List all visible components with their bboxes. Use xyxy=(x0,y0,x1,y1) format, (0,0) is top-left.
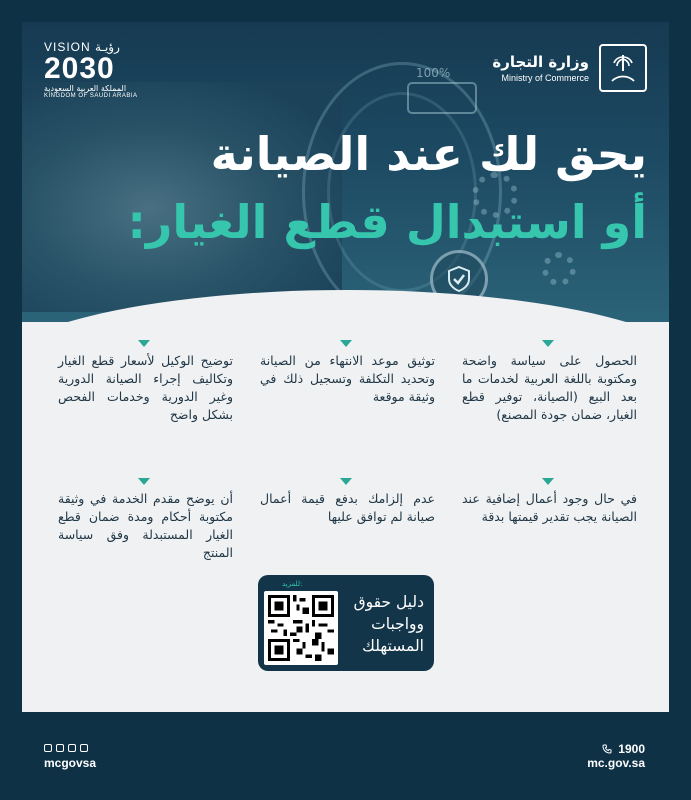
youtube-icon[interactable] xyxy=(80,744,88,752)
ministry-name-en: Ministry of Commerce xyxy=(501,73,589,83)
qr-guide-box[interactable] xyxy=(258,575,434,671)
palm-swords-emblem-icon xyxy=(599,44,647,92)
social-handle[interactable]: mcgovsa xyxy=(44,756,97,770)
facebook-icon[interactable] xyxy=(68,744,76,752)
phone-icon xyxy=(602,744,612,754)
right-item-6: أن يوضح مقدم الخدمة في وثيقة مكتوبة أحكام ومدة ضمان قطع الغيار المستبدلة وفق سياسة المنتج xyxy=(58,491,233,560)
headline-line-2: أو استبدال قطع الغيار: xyxy=(127,195,647,249)
consumer-guide-label: دليل حقوق وواجبات المستهلك xyxy=(353,593,424,655)
right-item-2: توثيق موعد الانتهاء من الصيانة وتحديد التكلفة وتسجيل ذلك في وثيقة موقعة xyxy=(260,353,435,404)
headline xyxy=(128,120,648,256)
right-item-3: توضيح الوكيل لأسعار قطع الغيار وتكاليف إجراء الصيانة الدورية وغير الدورية وخدمات الفحص بشكل واضح xyxy=(58,353,233,422)
battery-icon xyxy=(407,82,477,114)
ministry-logo xyxy=(492,44,647,92)
ministry-name-ar: وزارة التجارة xyxy=(492,53,589,71)
teal-arrow-icon xyxy=(542,340,554,347)
gear-icon xyxy=(542,252,576,286)
battery-percent: 100% xyxy=(416,66,451,80)
vision-2030-logo: VISION ﺭﺅﻳـﺔ 2030 المملكة العربية السعودية KINGDOM OF SAUDI ARABIA xyxy=(44,40,138,99)
website-link[interactable]: mc.gov.sa xyxy=(587,756,645,770)
right-item-1: الحصول على سياسة واضحة ومكتوبة باللغة العربية لخدمات ما بعد البيع (الصيانة، توفير قطع الغيار، ضمان جودة المصنع) xyxy=(462,353,637,422)
phone-number[interactable] xyxy=(602,742,645,756)
right-item-5: عدم إلزامك بدفع قيمة أعمال صيانة لم توافق عليها xyxy=(260,491,435,524)
teal-arrow-icon xyxy=(340,340,352,347)
social-icons xyxy=(44,744,88,752)
x-icon[interactable] xyxy=(56,744,64,752)
teal-arrow-icon xyxy=(138,478,150,485)
teal-arrow-icon xyxy=(138,340,150,347)
phone-number-text: 1900 xyxy=(618,742,645,756)
instagram-icon[interactable] xyxy=(44,744,52,752)
footer xyxy=(0,712,691,800)
hero-banner xyxy=(22,22,669,322)
teal-arrow-icon xyxy=(542,478,554,485)
qr-code[interactable] xyxy=(264,591,338,665)
headline-line-1: يحق لك عند الصيانة xyxy=(210,127,647,181)
teal-arrow-icon xyxy=(340,478,352,485)
right-item-4: في حال وجود أعمال إضافية عند الصيانة يجب تقدير قيمتها بدقة xyxy=(462,491,637,524)
qr-more-label: للمزيد: xyxy=(282,580,303,588)
infographic-card xyxy=(22,22,669,712)
